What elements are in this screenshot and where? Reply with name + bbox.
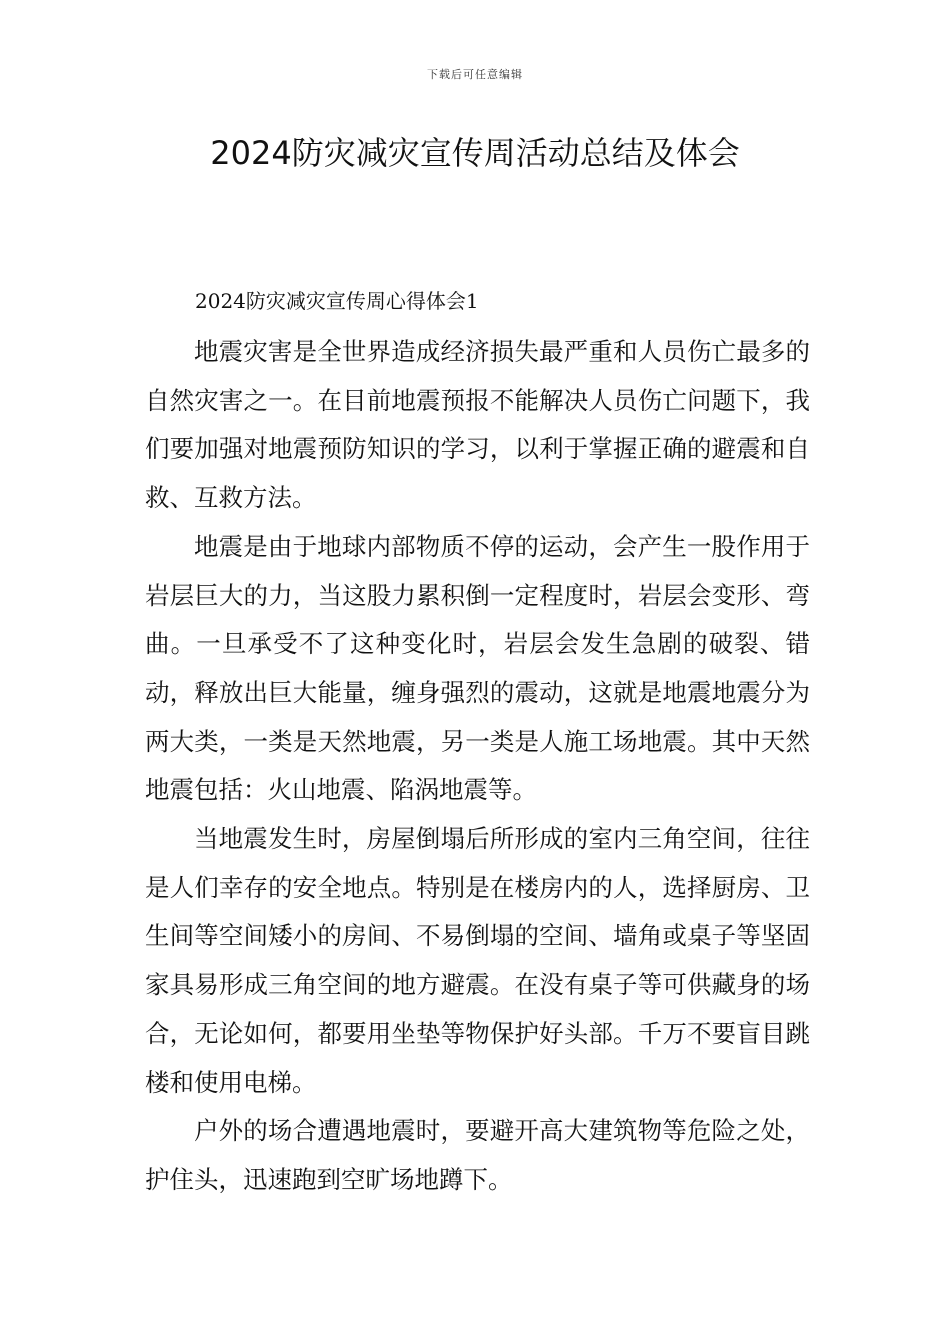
paragraph-2: 地震是由于地球内部物质不停的运动，会产生一股作用于岩层巨大的力，当这股力累积倒一定程度时，岩层会变形、弯曲。一旦承受不了这种变化时，岩层会发生急剧的破裂、错动，释放出巨大能量，缠身强烈的震动，这就是地震地震分为两大类，一类是天然地震，另一类是人施工场地震。其中天然地震包括：火山地震、陷涡地震等。 (145, 531, 810, 805)
document-body (145, 280, 810, 1205)
document-title: 2024防灾减灾宣传周活动总结及体会 (210, 134, 740, 172)
section-heading: 2024防灾减灾宣传周心得体会1 (195, 289, 479, 313)
page-header-note: 下载后可任意编辑 (427, 68, 523, 81)
paragraph-1: 地震灾害是全世界造成经济损失最严重和人员伤亡最多的自然灾害之一。在目前地震预报不能解决人员伤亡问题下，我们要加强对地震预防知识的学习，以利于掌握正确的避震和自救、互救方法。 (145, 337, 810, 513)
paragraph-4: 户外的场合遭遇地震时，要避开高大建筑物等危险之处，护住头，迅速跑到空旷场地蹲下。 (145, 1116, 810, 1194)
paragraph-3: 当地震发生时，房屋倒塌后所形成的室内三角空间，往往是人们幸存的安全地点。特别是在楼房内的人，选择厨房、卫生间等空间矮小的房间、不易倒塌的空间、墙角或桌子等坚固家具易形成三角空间的地方避震。在没有桌子等可供藏身的场合，无论如何，都要用坐垫等物保护好头部。千万不要盲目跳楼和使用电梯。 (145, 824, 810, 1097)
